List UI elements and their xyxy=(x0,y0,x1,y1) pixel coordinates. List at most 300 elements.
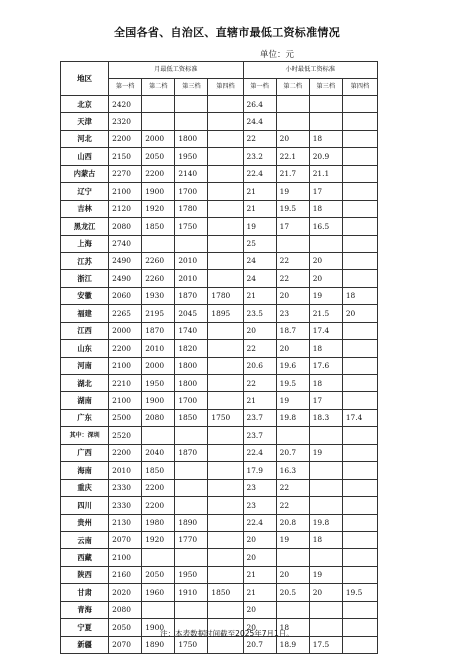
region-cell: 黑龙江 xyxy=(61,218,109,235)
hourly-tier-2-cell: 19 xyxy=(276,183,309,200)
hourly-tier-2-cell: 20 xyxy=(276,287,309,304)
table-row xyxy=(61,113,378,130)
region-cell: 其中：深圳 xyxy=(61,427,109,444)
hourly-tier-2-cell: 20.5 xyxy=(276,584,309,601)
monthly-tier-2-cell: 2200 xyxy=(142,165,175,182)
monthly-tier-4-header: 第四档 xyxy=(208,79,243,96)
table-row xyxy=(61,130,378,147)
hourly-tier-3-cell: 20.9 xyxy=(309,148,342,165)
hourly-tier-4-cell xyxy=(342,165,377,182)
hourly-tier-4-cell xyxy=(342,444,377,461)
hourly-tier-1-cell: 20 xyxy=(243,549,276,566)
monthly-tier-2-cell: 2200 xyxy=(142,497,175,514)
monthly-tier-2-cell: 1850 xyxy=(142,218,175,235)
monthly-tier-4-cell xyxy=(208,549,243,566)
hourly-tier-1-cell: 24 xyxy=(243,270,276,287)
monthly-tier-2-cell: 1980 xyxy=(142,514,175,531)
hourly-tier-4-cell xyxy=(342,549,377,566)
hourly-tier-1-cell: 21 xyxy=(243,183,276,200)
hourly-tier-2-cell xyxy=(276,113,309,130)
monthly-tier-1-cell: 2500 xyxy=(109,409,142,426)
monthly-tier-4-cell xyxy=(208,375,243,392)
hourly-tier-4-cell xyxy=(342,479,377,496)
monthly-header: 月最低工资标准 xyxy=(109,62,243,79)
monthly-tier-2-cell: 1930 xyxy=(142,287,175,304)
hourly-tier-1-cell: 26.4 xyxy=(243,96,276,113)
hourly-tier-2-cell: 19 xyxy=(276,531,309,548)
monthly-tier-4-cell xyxy=(208,183,243,200)
monthly-tier-2-cell: 2000 xyxy=(142,357,175,374)
table-row xyxy=(61,305,378,322)
unit-label: 单位：元 xyxy=(260,50,295,60)
monthly-tier-3-cell: 1890 xyxy=(175,514,208,531)
region-header: 地区 xyxy=(61,62,109,96)
monthly-tier-2-cell: 1850 xyxy=(142,462,175,479)
hourly-tier-2-cell: 22.1 xyxy=(276,148,309,165)
table-row xyxy=(61,531,378,548)
hourly-tier-3-cell: 18 xyxy=(309,200,342,217)
monthly-tier-1-cell: 2330 xyxy=(109,479,142,496)
monthly-tier-3-cell: 1740 xyxy=(175,322,208,339)
monthly-tier-3-cell: 1950 xyxy=(175,566,208,583)
hourly-tier-3-cell: 18.3 xyxy=(309,409,342,426)
monthly-tier-3-cell: 1800 xyxy=(175,357,208,374)
header-row-tiers xyxy=(61,79,378,96)
hourly-tier-1-cell: 17.9 xyxy=(243,462,276,479)
monthly-tier-4-cell xyxy=(208,601,243,618)
monthly-tier-4-cell: 1850 xyxy=(208,584,243,601)
monthly-tier-4-cell xyxy=(208,340,243,357)
hourly-tier-2-cell xyxy=(276,427,309,444)
region-cell: 福建 xyxy=(61,305,109,322)
table-row xyxy=(61,462,378,479)
hourly-tier-2-cell xyxy=(276,549,309,566)
hourly-tier-4-cell xyxy=(342,427,377,444)
hourly-tier-4-cell xyxy=(342,270,377,287)
hourly-header: 小时最低工资标准 xyxy=(243,62,377,79)
hourly-tier-3-cell: 18 xyxy=(309,340,342,357)
monthly-tier-2-cell: 2050 xyxy=(142,566,175,583)
hourly-tier-3-cell xyxy=(309,113,342,130)
hourly-tier-4-cell xyxy=(342,252,377,269)
hourly-tier-1-cell: 20 xyxy=(243,322,276,339)
monthly-tier-3-cell: 1870 xyxy=(175,444,208,461)
table-row xyxy=(61,218,378,235)
monthly-tier-4-cell xyxy=(208,427,243,444)
footnote: 注：本表数据时间截至2025年7月1日。 xyxy=(160,629,294,638)
hourly-tier-2-cell: 20 xyxy=(276,340,309,357)
hourly-tier-3-cell xyxy=(309,601,342,618)
monthly-tier-3-cell: 1850 xyxy=(175,409,208,426)
table-row xyxy=(61,479,378,496)
monthly-tier-3-cell: 1820 xyxy=(175,340,208,357)
hourly-tier-1-cell: 20 xyxy=(243,619,276,636)
monthly-tier-2-cell: 2050 xyxy=(142,148,175,165)
monthly-tier-3-cell: 1910 xyxy=(175,584,208,601)
monthly-tier-2-cell: 1920 xyxy=(142,531,175,548)
monthly-tier-4-cell xyxy=(208,357,243,374)
region-cell: 广西 xyxy=(61,444,109,461)
monthly-tier-2-cell xyxy=(142,96,175,113)
table-row xyxy=(61,148,378,165)
monthly-tier-1-cell: 2200 xyxy=(109,130,142,147)
region-cell: 安徽 xyxy=(61,287,109,304)
hourly-tier-1-cell: 20 xyxy=(243,601,276,618)
monthly-tier-2-cell: 2200 xyxy=(142,479,175,496)
hourly-tier-4-cell xyxy=(342,357,377,374)
hourly-tier-3-cell xyxy=(309,479,342,496)
region-cell: 内蒙古 xyxy=(61,165,109,182)
monthly-tier-3-cell: 2045 xyxy=(175,305,208,322)
hourly-tier-3-cell: 18 xyxy=(309,531,342,548)
monthly-tier-4-cell xyxy=(208,165,243,182)
hourly-tier-2-cell: 21.7 xyxy=(276,165,309,182)
monthly-tier-1-cell: 2130 xyxy=(109,514,142,531)
hourly-tier-2-cell: 16.3 xyxy=(276,462,309,479)
monthly-tier-2-cell: 1960 xyxy=(142,584,175,601)
monthly-tier-4-cell xyxy=(208,566,243,583)
hourly-tier-2-cell xyxy=(276,601,309,618)
monthly-tier-3-cell: 1750 xyxy=(175,636,208,653)
region-cell: 新疆 xyxy=(61,636,109,653)
hourly-tier-4-cell xyxy=(342,462,377,479)
region-cell: 湖南 xyxy=(61,392,109,409)
monthly-tier-4-cell xyxy=(208,531,243,548)
monthly-tier-3-cell xyxy=(175,235,208,252)
hourly-tier-1-cell: 22 xyxy=(243,340,276,357)
hourly-tier-4-header: 第四档 xyxy=(342,79,377,96)
hourly-tier-1-cell: 22.4 xyxy=(243,514,276,531)
hourly-tier-1-cell: 21 xyxy=(243,287,276,304)
hourly-tier-2-cell: 18 xyxy=(276,619,309,636)
hourly-tier-2-cell: 23 xyxy=(276,305,309,322)
hourly-tier-1-cell: 19 xyxy=(243,218,276,235)
monthly-tier-2-cell xyxy=(142,235,175,252)
monthly-tier-1-cell: 2200 xyxy=(109,340,142,357)
monthly-tier-1-cell: 2100 xyxy=(109,357,142,374)
hourly-tier-1-cell: 20.6 xyxy=(243,357,276,374)
hourly-tier-2-cell: 22 xyxy=(276,479,309,496)
monthly-tier-1-cell: 2120 xyxy=(109,200,142,217)
monthly-tier-2-cell: 1890 xyxy=(142,636,175,653)
monthly-tier-4-cell xyxy=(208,252,243,269)
table-row xyxy=(61,427,378,444)
monthly-tier-1-cell: 2200 xyxy=(109,444,142,461)
hourly-tier-3-cell xyxy=(309,497,342,514)
table-row xyxy=(61,497,378,514)
monthly-tier-4-cell xyxy=(208,497,243,514)
hourly-tier-2-cell: 20 xyxy=(276,566,309,583)
monthly-tier-2-cell: 2010 xyxy=(142,340,175,357)
hourly-tier-3-cell: 20 xyxy=(309,270,342,287)
hourly-tier-1-cell: 23.7 xyxy=(243,427,276,444)
region-cell: 山西 xyxy=(61,148,109,165)
hourly-tier-2-cell: 22 xyxy=(276,497,309,514)
monthly-tier-1-cell: 2330 xyxy=(109,497,142,514)
hourly-tier-3-cell: 17.5 xyxy=(309,636,342,653)
region-cell: 四川 xyxy=(61,497,109,514)
monthly-tier-4-cell: 1780 xyxy=(208,287,243,304)
hourly-tier-1-header: 第一档 xyxy=(243,79,276,96)
hourly-tier-3-cell: 18 xyxy=(309,375,342,392)
region-cell: 天津 xyxy=(61,113,109,130)
hourly-tier-1-cell: 20 xyxy=(243,531,276,548)
monthly-tier-1-cell: 2060 xyxy=(109,287,142,304)
monthly-tier-4-cell xyxy=(208,322,243,339)
table-row xyxy=(61,566,378,583)
hourly-tier-4-cell xyxy=(342,375,377,392)
region-cell: 广东 xyxy=(61,409,109,426)
hourly-tier-1-cell: 20.7 xyxy=(243,636,276,653)
hourly-tier-4-cell xyxy=(342,183,377,200)
table-row xyxy=(61,252,378,269)
monthly-tier-1-cell: 2270 xyxy=(109,165,142,182)
monthly-tier-2-cell: 2260 xyxy=(142,252,175,269)
monthly-tier-3-header: 第三档 xyxy=(175,79,208,96)
hourly-tier-4-cell: 20 xyxy=(342,305,377,322)
monthly-tier-1-cell: 2020 xyxy=(109,584,142,601)
hourly-tier-4-cell xyxy=(342,322,377,339)
hourly-tier-2-header: 第二档 xyxy=(276,79,309,96)
hourly-tier-3-cell xyxy=(309,427,342,444)
monthly-tier-1-header: 第一档 xyxy=(109,79,142,96)
hourly-tier-1-cell: 22.4 xyxy=(243,444,276,461)
hourly-tier-4-cell xyxy=(342,531,377,548)
hourly-tier-3-cell: 17 xyxy=(309,392,342,409)
monthly-tier-1-cell: 2080 xyxy=(109,218,142,235)
monthly-tier-1-cell: 2070 xyxy=(109,531,142,548)
region-cell: 江西 xyxy=(61,322,109,339)
region-cell: 湖北 xyxy=(61,375,109,392)
monthly-tier-4-cell xyxy=(208,444,243,461)
table-row xyxy=(61,165,378,182)
region-cell: 山东 xyxy=(61,340,109,357)
hourly-tier-1-cell: 22 xyxy=(243,130,276,147)
hourly-tier-1-cell: 22 xyxy=(243,375,276,392)
monthly-tier-3-cell: 2010 xyxy=(175,252,208,269)
monthly-tier-1-cell: 2490 xyxy=(109,270,142,287)
monthly-tier-1-cell: 2150 xyxy=(109,148,142,165)
region-cell: 河南 xyxy=(61,357,109,374)
hourly-tier-2-cell: 22 xyxy=(276,270,309,287)
hourly-tier-3-cell: 20 xyxy=(309,584,342,601)
monthly-tier-2-header: 第二档 xyxy=(142,79,175,96)
hourly-tier-2-cell: 22 xyxy=(276,252,309,269)
table-row xyxy=(61,200,378,217)
hourly-tier-4-cell: 19.5 xyxy=(342,584,377,601)
hourly-tier-1-cell: 21 xyxy=(243,392,276,409)
monthly-tier-3-cell: 1780 xyxy=(175,200,208,217)
monthly-tier-1-cell: 2100 xyxy=(109,183,142,200)
hourly-tier-1-cell: 23 xyxy=(243,479,276,496)
monthly-tier-2-cell xyxy=(142,113,175,130)
monthly-tier-2-cell xyxy=(142,427,175,444)
monthly-tier-4-cell: 1895 xyxy=(208,305,243,322)
monthly-tier-3-cell: 1800 xyxy=(175,130,208,147)
monthly-tier-4-cell xyxy=(208,200,243,217)
table-row xyxy=(61,392,378,409)
hourly-tier-2-cell: 19.8 xyxy=(276,409,309,426)
monthly-tier-3-cell xyxy=(175,113,208,130)
region-cell: 宁夏 xyxy=(61,619,109,636)
monthly-tier-2-cell: 1870 xyxy=(142,322,175,339)
region-cell: 辽宁 xyxy=(61,183,109,200)
hourly-tier-3-cell: 17.4 xyxy=(309,322,342,339)
table-row xyxy=(61,375,378,392)
monthly-tier-1-cell: 2210 xyxy=(109,375,142,392)
monthly-tier-3-cell: 1770 xyxy=(175,531,208,548)
monthly-tier-4-cell xyxy=(208,218,243,235)
hourly-tier-3-cell: 19 xyxy=(309,566,342,583)
hourly-tier-4-cell xyxy=(342,113,377,130)
hourly-tier-2-cell: 19.6 xyxy=(276,357,309,374)
monthly-tier-2-cell: 1920 xyxy=(142,200,175,217)
region-cell: 云南 xyxy=(61,531,109,548)
hourly-tier-3-cell: 16.5 xyxy=(309,218,342,235)
monthly-tier-4-cell xyxy=(208,96,243,113)
monthly-tier-1-cell: 2100 xyxy=(109,549,142,566)
monthly-tier-1-cell: 2420 xyxy=(109,96,142,113)
monthly-tier-4-cell: 1750 xyxy=(208,409,243,426)
monthly-tier-3-cell xyxy=(175,96,208,113)
region-cell: 重庆 xyxy=(61,479,109,496)
hourly-tier-2-cell: 17 xyxy=(276,218,309,235)
monthly-tier-1-cell: 2070 xyxy=(109,636,142,653)
monthly-tier-1-cell: 2080 xyxy=(109,601,142,618)
minimum-wage-table xyxy=(60,61,378,654)
hourly-tier-3-header: 第三档 xyxy=(309,79,342,96)
monthly-tier-3-cell: 1950 xyxy=(175,148,208,165)
page-title: 全国各省、自治区、直辖市最低工资标准情况 xyxy=(114,26,340,39)
table-row xyxy=(61,287,378,304)
monthly-tier-1-cell: 2050 xyxy=(109,619,142,636)
table-row xyxy=(61,340,378,357)
hourly-tier-4-cell xyxy=(342,200,377,217)
hourly-tier-2-cell: 18.7 xyxy=(276,322,309,339)
hourly-tier-3-cell xyxy=(309,96,342,113)
monthly-tier-2-cell: 1900 xyxy=(142,392,175,409)
hourly-tier-3-cell: 17.6 xyxy=(309,357,342,374)
monthly-tier-2-cell: 1950 xyxy=(142,375,175,392)
header-row-group xyxy=(61,62,378,79)
monthly-tier-2-cell: 2000 xyxy=(142,130,175,147)
hourly-tier-3-cell: 19.8 xyxy=(309,514,342,531)
region-cell: 上海 xyxy=(61,235,109,252)
table-row xyxy=(61,322,378,339)
hourly-tier-1-cell: 25 xyxy=(243,235,276,252)
monthly-tier-4-cell xyxy=(208,514,243,531)
hourly-tier-1-cell: 23.7 xyxy=(243,409,276,426)
monthly-tier-1-cell: 2010 xyxy=(109,462,142,479)
hourly-tier-3-cell: 21.5 xyxy=(309,305,342,322)
monthly-tier-1-cell: 2100 xyxy=(109,392,142,409)
monthly-tier-4-cell xyxy=(208,130,243,147)
hourly-tier-3-cell: 21.1 xyxy=(309,165,342,182)
monthly-tier-4-cell xyxy=(208,462,243,479)
hourly-tier-4-cell xyxy=(342,392,377,409)
hourly-tier-2-cell: 19 xyxy=(276,392,309,409)
hourly-tier-4-cell xyxy=(342,148,377,165)
hourly-tier-2-cell: 20.7 xyxy=(276,444,309,461)
hourly-tier-2-cell: 19.5 xyxy=(276,375,309,392)
region-cell: 甘肃 xyxy=(61,584,109,601)
table-row xyxy=(61,549,378,566)
hourly-tier-4-cell xyxy=(342,340,377,357)
hourly-tier-2-cell: 19.5 xyxy=(276,200,309,217)
monthly-tier-3-cell: 1700 xyxy=(175,183,208,200)
hourly-tier-4-cell xyxy=(342,566,377,583)
hourly-tier-2-cell: 18.9 xyxy=(276,636,309,653)
hourly-tier-4-cell: 17.4 xyxy=(342,409,377,426)
region-cell: 贵州 xyxy=(61,514,109,531)
monthly-tier-2-cell: 2195 xyxy=(142,305,175,322)
hourly-tier-3-cell: 18 xyxy=(309,130,342,147)
hourly-tier-4-cell xyxy=(342,235,377,252)
hourly-tier-2-cell: 20 xyxy=(276,130,309,147)
hourly-tier-2-cell: 20.8 xyxy=(276,514,309,531)
monthly-tier-3-cell xyxy=(175,497,208,514)
hourly-tier-1-cell: 24.4 xyxy=(243,113,276,130)
table-row xyxy=(61,584,378,601)
hourly-tier-2-cell xyxy=(276,96,309,113)
table-row xyxy=(61,409,378,426)
monthly-tier-3-cell: 1750 xyxy=(175,218,208,235)
monthly-tier-1-cell: 2740 xyxy=(109,235,142,252)
monthly-tier-4-cell xyxy=(208,479,243,496)
monthly-tier-1-cell: 2000 xyxy=(109,322,142,339)
hourly-tier-4-cell xyxy=(342,130,377,147)
monthly-tier-4-cell xyxy=(208,270,243,287)
hourly-tier-1-cell: 23.2 xyxy=(243,148,276,165)
hourly-tier-1-cell: 23.5 xyxy=(243,305,276,322)
monthly-tier-4-cell xyxy=(208,113,243,130)
monthly-tier-2-cell: 2260 xyxy=(142,270,175,287)
monthly-tier-4-cell xyxy=(208,235,243,252)
hourly-tier-3-cell xyxy=(309,235,342,252)
table-row xyxy=(61,96,378,113)
region-cell: 江苏 xyxy=(61,252,109,269)
region-cell: 吉林 xyxy=(61,200,109,217)
monthly-tier-1-cell: 2160 xyxy=(109,566,142,583)
monthly-tier-1-cell: 2520 xyxy=(109,427,142,444)
table-row xyxy=(61,444,378,461)
region-cell: 青海 xyxy=(61,601,109,618)
monthly-tier-1-cell: 2490 xyxy=(109,252,142,269)
monthly-tier-2-cell: 2080 xyxy=(142,409,175,426)
hourly-tier-3-cell xyxy=(309,549,342,566)
hourly-tier-1-cell: 21 xyxy=(243,566,276,583)
hourly-tier-2-cell xyxy=(276,235,309,252)
hourly-tier-3-cell: 20 xyxy=(309,252,342,269)
monthly-tier-3-cell: 1800 xyxy=(175,375,208,392)
monthly-tier-3-cell: 1870 xyxy=(175,287,208,304)
monthly-tier-2-cell xyxy=(142,549,175,566)
monthly-tier-1-cell: 2265 xyxy=(109,305,142,322)
monthly-tier-2-cell: 2040 xyxy=(142,444,175,461)
table-row xyxy=(61,183,378,200)
hourly-tier-3-cell: 19 xyxy=(309,444,342,461)
hourly-tier-4-cell xyxy=(342,497,377,514)
hourly-tier-1-cell: 21 xyxy=(243,584,276,601)
monthly-tier-3-cell xyxy=(175,601,208,618)
hourly-tier-3-cell: 19 xyxy=(309,287,342,304)
table-row xyxy=(61,514,378,531)
hourly-tier-4-cell xyxy=(342,96,377,113)
monthly-tier-3-cell xyxy=(175,427,208,444)
monthly-tier-4-cell xyxy=(208,148,243,165)
hourly-tier-4-cell xyxy=(342,218,377,235)
region-cell: 陕西 xyxy=(61,566,109,583)
